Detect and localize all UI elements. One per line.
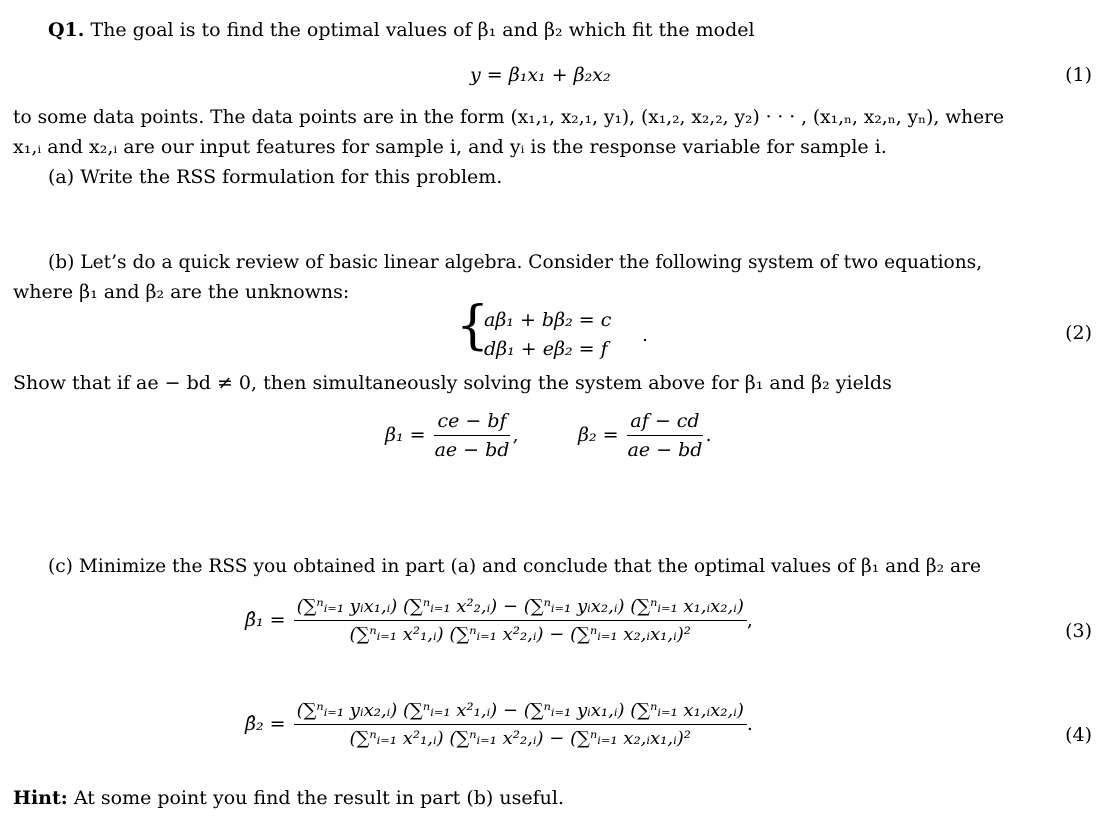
beta1-lhs: β₁ = (385, 424, 426, 447)
beta1-numerator: ce − bf (434, 410, 509, 436)
beta-hat-1-lhs: β̂₁ = (245, 609, 286, 632)
q1-intro-text: The goal is to find the optimal values of β₁ and β₂ which fit the model (90, 19, 755, 41)
beta2-denominator: ae − bd (627, 438, 703, 461)
equation-2-number: (2) (1065, 322, 1092, 344)
part-b-line-1: (b) Let’s do a quick review of basic linear algebra. Consider the following system of two equations, (48, 252, 983, 273)
beta1-denominator: ae − bd (434, 438, 510, 461)
beta2-numerator: af − cd (627, 410, 702, 436)
left-brace-icon: { (456, 296, 490, 356)
beta-hat-2-denominator: (∑ⁿᵢ₌₁ x²₁,ᵢ) (∑ⁿᵢ₌₁ x²₂,ᵢ) − (∑ⁿᵢ₌₁ x₂,ᵢx₁,ᵢ)² (349, 727, 691, 749)
beta2-lhs: β₂ = (578, 424, 619, 447)
beta-hat-1-denominator: (∑ⁿᵢ₌₁ x²₁,ᵢ) (∑ⁿᵢ₌₁ x²₂,ᵢ) − (∑ⁿᵢ₌₁ x₂,ᵢx₁,ᵢ)² (349, 623, 691, 645)
data-points-line-1: to some data points. The data points are in the form (x₁,₁, x₂,₁, y₁), (x₁,₂, x₂,₂, y₂) · · · , (x₁,ₙ, x₂,ₙ, yₙ), where (13, 107, 1004, 128)
q1-intro-line (48, 19, 755, 42)
beta1-fraction (432, 410, 513, 462)
equation-4 (245, 700, 753, 749)
beta-hat-2-numerator: (∑ⁿᵢ₌₁ yᵢx₂,ᵢ) (∑ⁿᵢ₌₁ x²₁,ᵢ) − (∑ⁿᵢ₌₁ yᵢx₁,ᵢ) (∑ⁿᵢ₌₁ x₁,ᵢx₂,ᵢ) (294, 700, 747, 725)
part-b-line-2: where β₁ and β₂ are the unknowns: (13, 281, 350, 303)
equation-4-number: (4) (1065, 724, 1092, 746)
beta-hat-1-numerator: (∑ⁿᵢ₌₁ yᵢx₁,ᵢ) (∑ⁿᵢ₌₁ x²₂,ᵢ) − (∑ⁿᵢ₌₁ yᵢx₂,ᵢ) (∑ⁿᵢ₌₁ x₁,ᵢx₂,ᵢ) (294, 596, 747, 621)
beta2-punct: . (705, 424, 712, 447)
beta-hat-1-punct: , (746, 609, 753, 632)
beta1-punct: , (512, 424, 519, 447)
beta-hat-2-fraction (294, 700, 747, 749)
beta-hat-2-punct: . (746, 713, 753, 736)
equation-1-number: (1) (1065, 64, 1092, 86)
equation-3-number: (3) (1065, 620, 1092, 642)
part-c-line-1: (c) Minimize the RSS you obtained in part (a) and conclude that the optimal values of β₁ and β₂ are (48, 556, 982, 577)
beta1-solution (385, 410, 519, 462)
beta2-fraction (625, 410, 706, 462)
part-a-question: (a) Write the RSS formulation for this problem. (48, 166, 503, 188)
system-equation-1: aβ₁ + bβ₂ = c (484, 309, 612, 331)
part-b-show-text: Show that if ae − bd ≠ 0, then simultaneously solving the system above for β₁ and β₂ yields (13, 372, 892, 394)
beta2-solution (578, 410, 712, 462)
hint-line (13, 787, 564, 810)
hint-text: At some point you find the result in part (b) useful. (73, 787, 564, 809)
hint-label: Hint: (13, 787, 68, 809)
equation-1: y = β₁x₁ + β₂x₂ (470, 64, 611, 86)
data-points-line-2: x₁,ᵢ and x₂,ᵢ are our input features for sample i, and yᵢ is the response variable for sample i. (13, 136, 887, 158)
question-label: Q1. (48, 19, 85, 41)
beta-hat-1-fraction (294, 596, 747, 645)
equation-3 (245, 596, 753, 645)
beta-hat-2-lhs: β̂₂ = (245, 713, 286, 736)
system-period: . (642, 324, 649, 346)
system-equation-2: dβ₁ + eβ₂ = f (484, 338, 608, 360)
